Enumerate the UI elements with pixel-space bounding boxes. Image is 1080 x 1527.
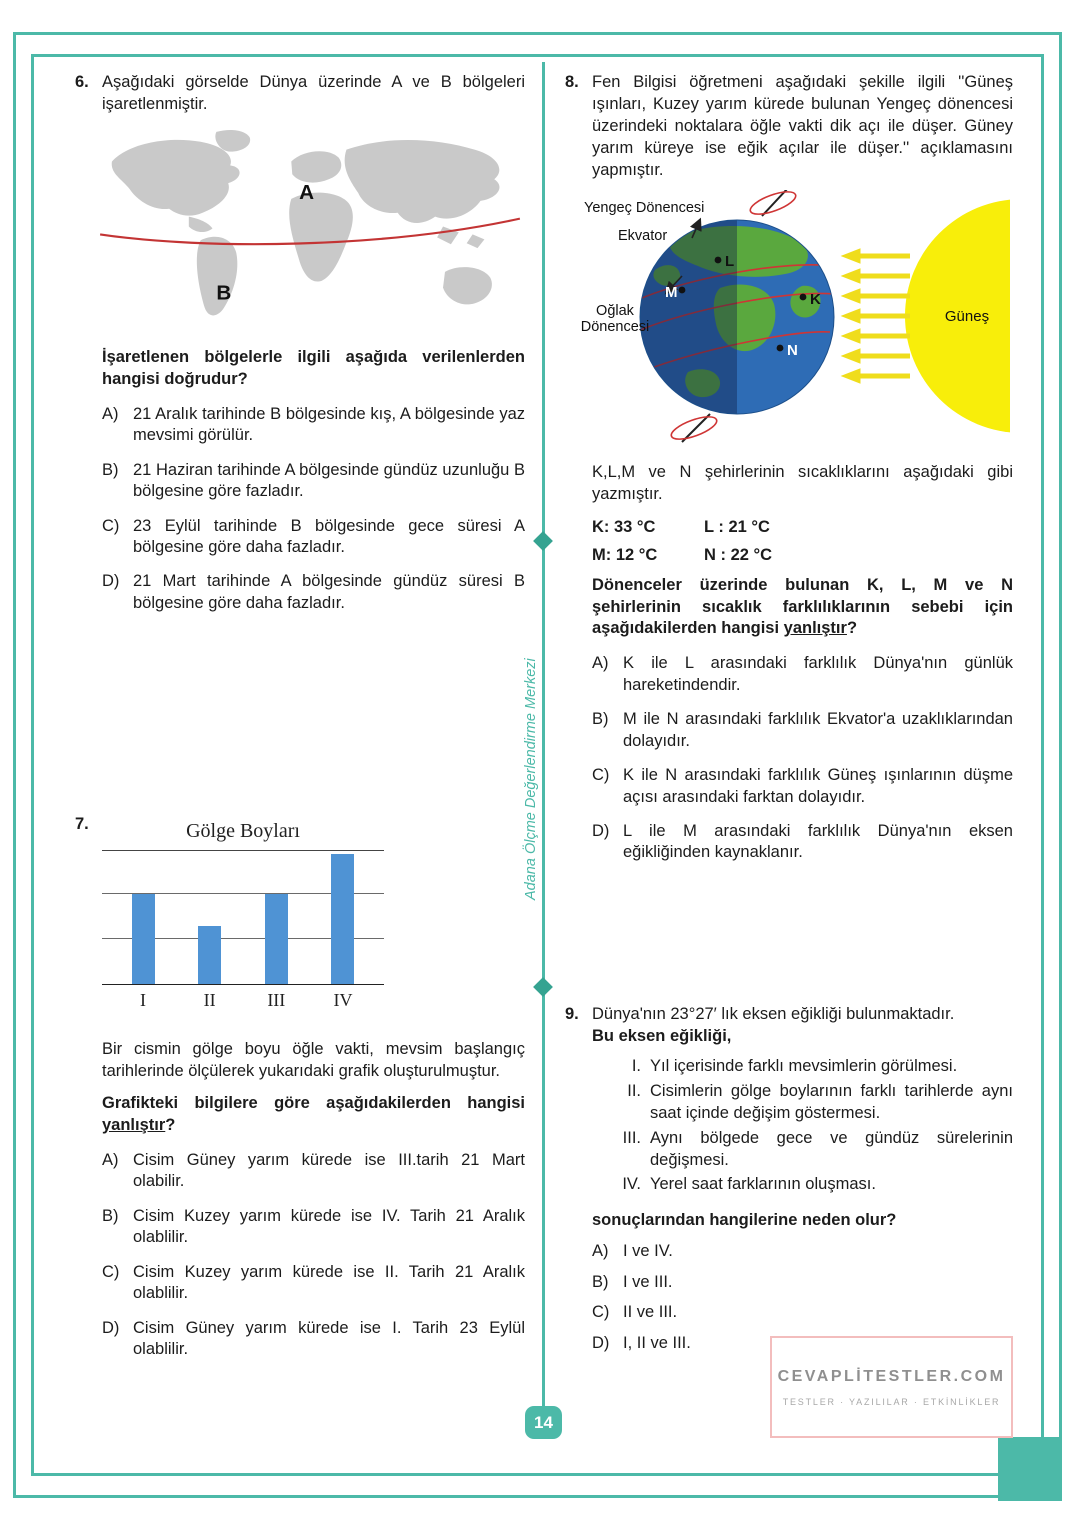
option-b: B) Cisim Kuzey yarım kürede ise IV. Tarih 21 Aralık olablilir.: [102, 1206, 525, 1247]
chart-category: III: [267, 990, 286, 1011]
point-k-label: K: [810, 290, 821, 308]
chart-bars: [102, 851, 384, 984]
chart-bar-2: [198, 926, 221, 985]
chart-category: II: [203, 990, 216, 1011]
option-b: B) I ve III.: [592, 1272, 673, 1291]
rotation-ellipse-bottom: [669, 412, 720, 443]
temp-n: N : 22 °C: [704, 545, 773, 564]
world-map-graphic: [98, 126, 522, 328]
question-intro: Aşağıdaki görselde Dünya üzerinde A ve B bölgeleri işaretlenmiştir.: [102, 73, 525, 113]
point-m-label: M: [665, 283, 678, 301]
option-c: C) Cisim Kuzey yarım kürede ise II. Tarih 21 Aralık olablilir.: [102, 1262, 525, 1303]
option-c: C) II ve III.: [592, 1303, 678, 1322]
question-number: 7.: [75, 815, 89, 834]
question-intro: Fen Bilgisi öğretmeni aşağıdaki şekille ilgili ''Güneş ışınları, Kuzey yarım kürede bulunan Yengeç dönencesi üzerindeki noktalara öğle vakti dik açı ile düşer. Güney yarım küreye ise eğik açılar ile düşer.'' açıklamasını yapmıştır.: [592, 73, 1013, 179]
question-number: 6.: [75, 73, 89, 91]
item-3: III. Aynı bölgede gece ve gündüz sürelerinin değişmesi.: [622, 1128, 1013, 1169]
column-divider: [542, 62, 545, 1406]
tropic-of-capricorn-label: Oğlak Dönencesi: [580, 302, 650, 336]
option-d: D) Cisim Güney yarım kürede ise I. Tarih 23 Eylül olablilir.: [102, 1318, 525, 1359]
item-1: I. Yıl içerisinde farklı mevsimlerin görülmesi.: [631, 1056, 958, 1075]
question-intro-bold: Bu eksen eğikliği,: [592, 1026, 732, 1045]
question-intro: Bir cismin gölge boyu öğle vakti, mevsim başlangıç tarihlerinde ölçülerek yukarıdaki grafik oluşturulmuştur.: [102, 1040, 525, 1081]
option-b: B) M ile N arasındaki farklılık Ekvator'a uzaklıklarından dolayıdır.: [592, 710, 1013, 750]
map-label-b: B: [216, 281, 232, 305]
question-number: 9.: [565, 1004, 579, 1023]
option-c: C) 23 Eylül tarihinde B bölgesinde gece süresi A bölgesine göre daha fazladır.: [102, 516, 525, 556]
equator-label: Ekvator: [618, 227, 668, 244]
corner-square-decoration: [998, 1437, 1062, 1501]
options-list: [102, 404, 525, 615]
brand-name: CEVAPLİTESTLER.COM: [777, 1367, 1006, 1385]
option-d: D) L ile M arasındaki farklılık Dünya'nın eksen eğikliğinden kaynaklanır.: [592, 822, 1013, 862]
options-list: [102, 1150, 525, 1361]
options-list: [592, 653, 1013, 864]
right-column: [565, 72, 1013, 1354]
temp-k: K: 33 °C: [592, 517, 656, 536]
question-stem: İşaretlenen bölgelerle ilgili aşağıda verilenlerden hangisi doğrudur?: [102, 347, 525, 388]
question-9: [565, 1004, 1013, 1354]
question-intro: K,L,M ve N şehirlerinin sıcaklıklarını aşağıdaki gibi yazmıştır.: [592, 462, 1013, 503]
temp-m: M: 12 °C: [592, 545, 658, 564]
item-4: IV. Yerel saat farklarının oluşması.: [622, 1175, 876, 1194]
chart-bar-4: [331, 854, 354, 985]
brand-box: [770, 1336, 1013, 1438]
question-intro: Dünya'nın 23°27′ lık eksen eğikliği bulunmaktadır.: [592, 1004, 955, 1023]
sun-earth-diagram: [570, 190, 1010, 450]
point-n-label: N: [787, 341, 798, 359]
brand-tagline: TESTLER · YAZILILAR · ETKİNLİKLER: [782, 1396, 1001, 1407]
point-l-label: L: [725, 252, 735, 270]
question-stem: sonuçlarından hangilerine neden olur?: [592, 1211, 897, 1230]
option-b: B) 21 Haziran tarihinde A bölgesinde gündüz uzunluğu B bölgesine göre fazladır.: [102, 460, 525, 501]
option-c: C) K ile N arasındaki farklılık Güneş ışınlarının düşme açısı arasındaki farktan dolayıdır.: [592, 766, 1013, 806]
watermark-text: Adana Ölçme Değerlendirme Merkezi: [523, 658, 539, 900]
question-7: [75, 814, 525, 1360]
tropic-of-cancer-label: Yengeç Dönencesi: [584, 199, 705, 216]
chart-bar-3: [265, 894, 288, 984]
temperature-values: [592, 518, 1013, 565]
question-stem: Dönenceler üzerinde bulunan K, L, M ve N şehirlerinin sıcaklık farklılıklarının sebebi için aşağıdakilerden hangisi yanlıştır?: [592, 575, 1013, 638]
option-a: A) 21 Aralık tarihinde B bölgesinde kış, A bölgesinde yaz mevsimi görülür.: [102, 404, 525, 445]
shadow-length-chart: [102, 820, 384, 1011]
sun-label: Güneş: [944, 307, 990, 325]
left-column: [75, 72, 525, 1361]
roman-items: [614, 1056, 1013, 1197]
option-a: A) I ve IV.: [592, 1242, 673, 1261]
question-stem: Grafikteki bilgilere göre aşağıdakilerden hangisi yanlıştır?: [102, 1094, 525, 1135]
chart-bar-1: [132, 894, 155, 984]
chart-category: I: [140, 990, 146, 1011]
map-label-a: A: [299, 180, 315, 204]
option-d: D) 21 Mart tarihinde A bölgesinde gündüz süresi B bölgesine göre daha fazladır.: [102, 572, 525, 612]
earth-globe: [640, 220, 834, 414]
page-number-badge: 14: [525, 1406, 562, 1439]
chart-category: IV: [333, 990, 353, 1011]
option-a: A) K ile L arasındaki farklılık Dünya'nın günlük hareketindendir.: [592, 654, 1013, 694]
chart-title: Gölge Boyları: [186, 820, 300, 843]
question-8: [565, 72, 1013, 864]
option-a: A) Cisim Güney yarım kürede ise III.tarih 21 Mart olabilir.: [102, 1151, 525, 1191]
item-2: II. Cisimlerin gölge boylarının farklı tarihlerde aynı saat içinde değişim göstermesi.: [627, 1081, 1013, 1122]
question-6: [75, 72, 525, 614]
chart-categories: [102, 990, 384, 1011]
chart-plot: [102, 850, 384, 985]
temp-l: L : 21 °C: [704, 517, 770, 536]
question-number: 8.: [565, 73, 579, 91]
sun-rays: [842, 249, 910, 383]
world-map-figure: [98, 126, 525, 333]
option-d: D) I, II ve III.: [592, 1333, 691, 1352]
